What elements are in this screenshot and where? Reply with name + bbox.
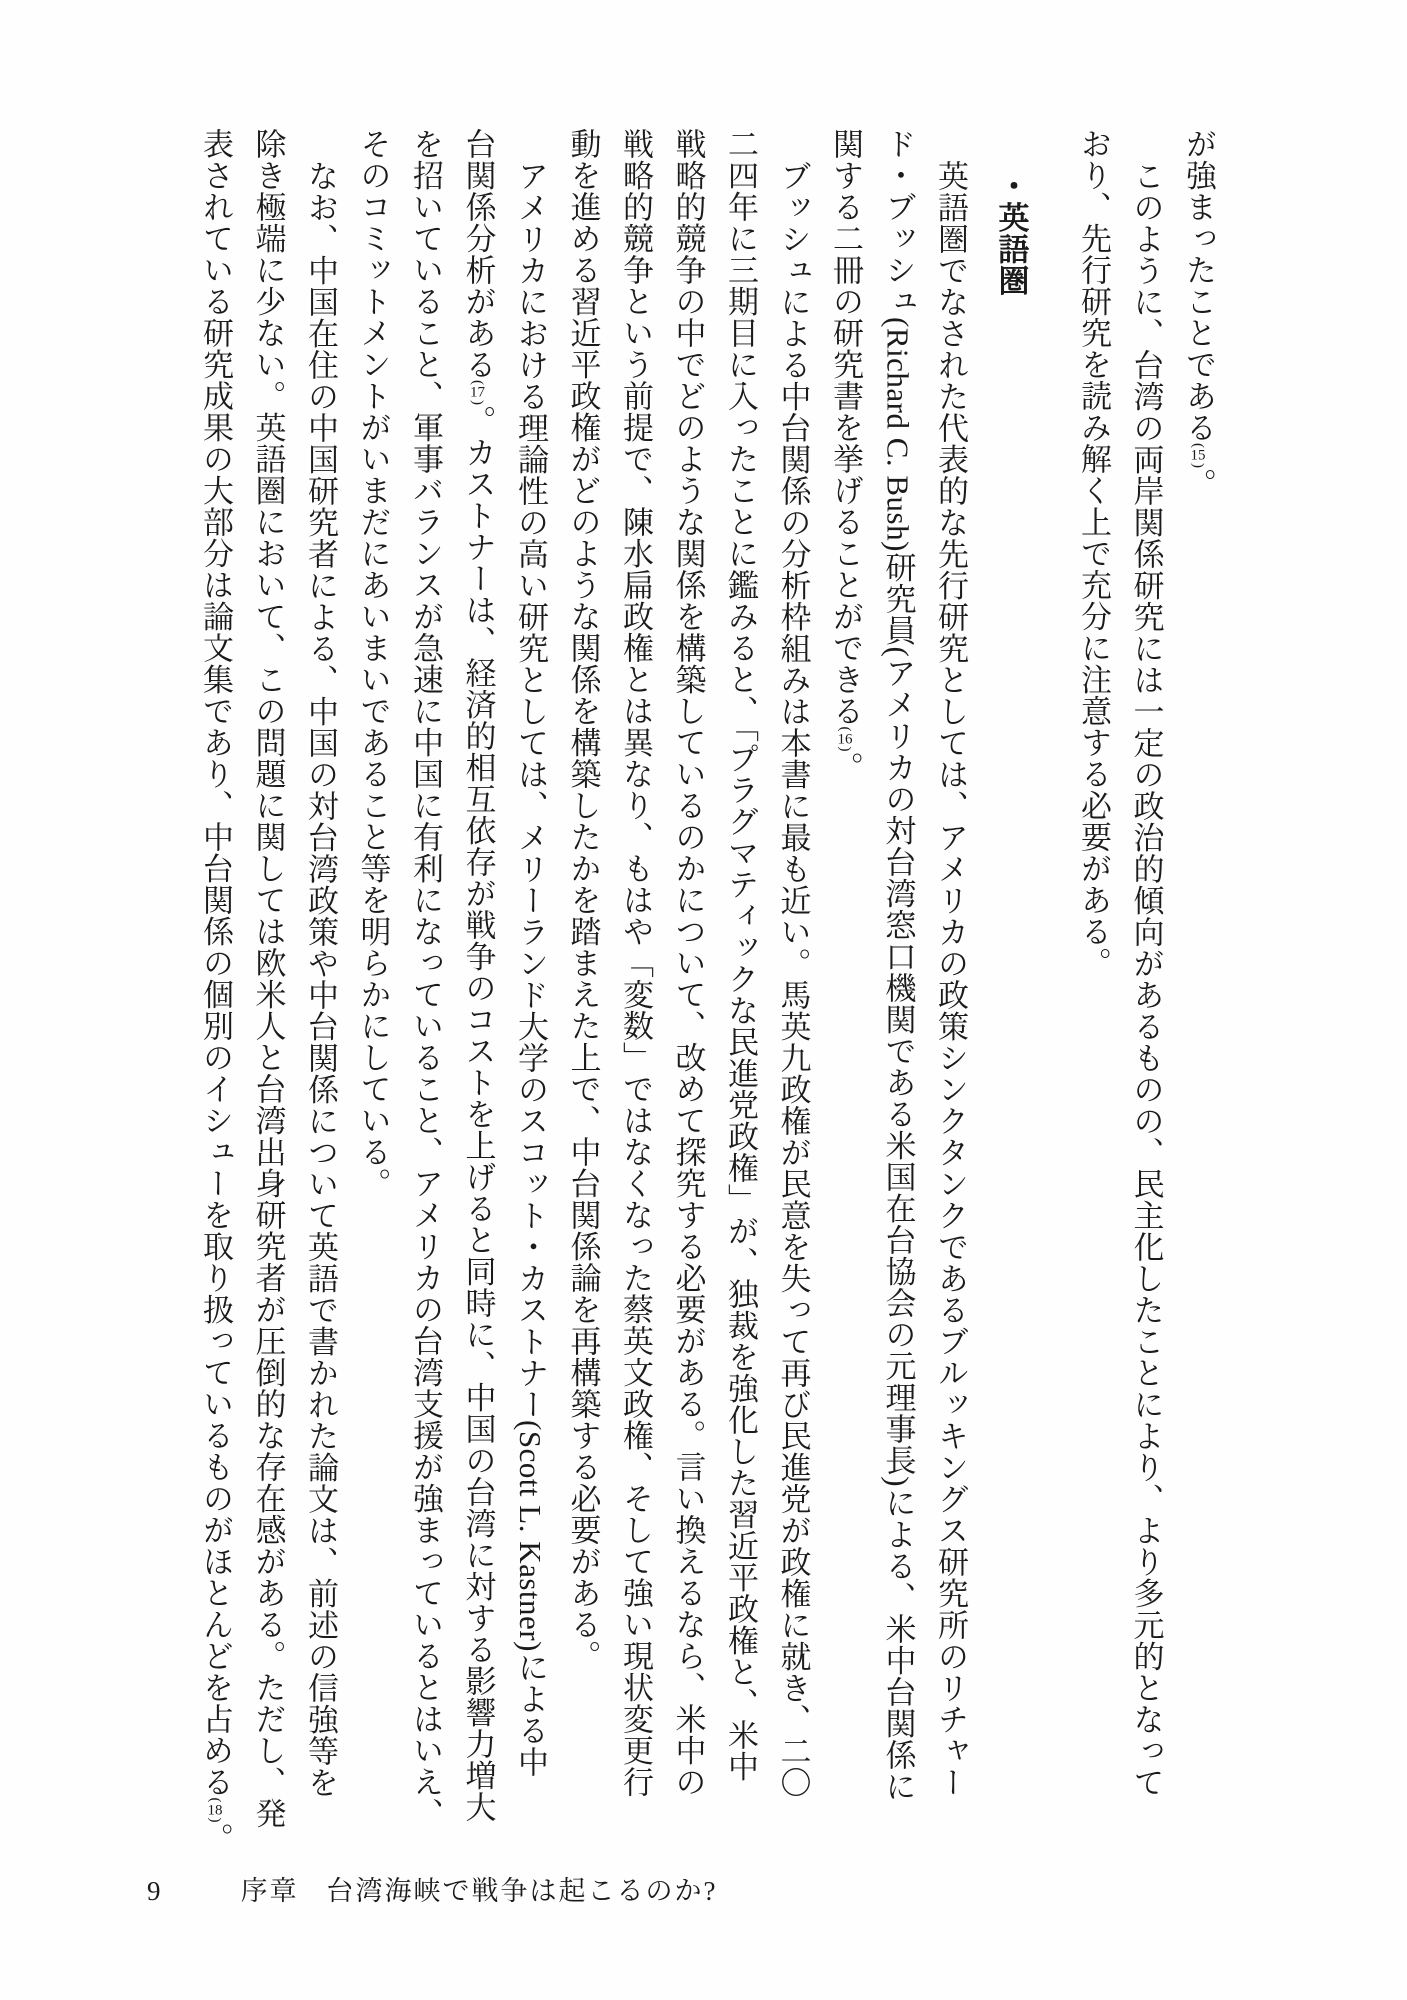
footnote-marker: (18) — [207, 1797, 223, 1823]
footnote-marker: (15) — [1190, 443, 1206, 468]
text-column: 除き極端に少ない。英語圏において、この問題に関しては欧米人と台湾出身研究者が圧倒的な存在感がある。ただし、発 — [250, 128, 286, 1829]
text-column: なお、中国在住の中国研究者による、中国の対台湾政策や中台関係について英語で書かれた論文は、前述の信強等を — [303, 160, 338, 1798]
text-column: おり、先行研究を読み解く上で充分に注意する必要がある。 — [1076, 128, 1111, 979]
text-column: 二四年に三期目に入ったことに鑑みると、「プラグマティックな民進党政権」が、独裁を強化した習近平政権と、米中 — [723, 128, 758, 1782]
footnote-marker: (16) — [837, 726, 853, 752]
text-column: そのコミットメントがいまだにあいまいであること等を明らかにしている。 — [355, 128, 391, 1199]
text-column: アメリカにおける理論性の高い研究としては、メリーランド大学のスコット・カストナー(Scott L. Kastner)による中 — [513, 160, 548, 1778]
text-column: ブッシュによる中台関係の分析枠組みは本書に最も近い。馬英九政権が民意を失って再び民進党が政権に就き、二〇 — [775, 160, 811, 1798]
text-column: 戦略的競争の中でどのような関係を構築しているのかについて、改めて探究する必要がある。言い換えるなら、米中の — [670, 128, 706, 1798]
page-number: 9 — [147, 1876, 163, 1906]
text-column: 戦略的競争という前提で、陳水扁政権とは異なり、もはや「変数」ではなくなった蔡英文政権、そして強い現状変更行 — [618, 128, 653, 1798]
text-column: 英語圏でなされた代表的な先行研究としては、アメリカの政策シンクタンクであるブルッキングス研究所のリチャー — [933, 160, 968, 1798]
text-column: 表されている研究成果の大部分は論文集であり、中台関係の個別のイシューを取り扱っているものがほとんどを占める(18)。 — [198, 128, 233, 1854]
text-column: が強まったことである(15)。 — [1181, 128, 1216, 500]
text-column: このように、台湾の両岸関係研究には一定の政治的傾向があるものの、民主化したことにより、より多元的となって — [1128, 160, 1164, 1798]
chapter-title: 台湾海峡で戦争は起こるのか? — [326, 1876, 718, 1906]
page-footer — [147, 1869, 717, 1908]
text-column: 関する二冊の研究書を挙げることができる(16)。 — [828, 128, 863, 783]
text-column: を招いていること、軍事バランスが急速に中国に有利になっていること、アメリカの台湾支援が強まっているとはいえ、 — [408, 128, 443, 1829]
footnote-marker: (17) — [469, 380, 486, 405]
text-column: ド・ブッシュ(Richard C. Bush)研究員(アメリカの対台湾窓口機関である米国在台協会の元理事長)による、米中台関係に — [880, 128, 916, 1803]
text-block — [189, 128, 1225, 1918]
chapter-label: 序章 — [240, 1876, 299, 1906]
text-column: 台関係分析がある(17)。カストナーは、経済的相互依存が戦争のコストを上げると同時に、中国の台湾に対する影響力増大 — [460, 128, 496, 1823]
text-column: 動を進める習近平政権がどのような関係を構築したかを踏まえた上で、中台関係論を再構築する必要がある。 — [565, 128, 601, 1672]
section-heading: ・英語圏 — [993, 170, 1029, 296]
